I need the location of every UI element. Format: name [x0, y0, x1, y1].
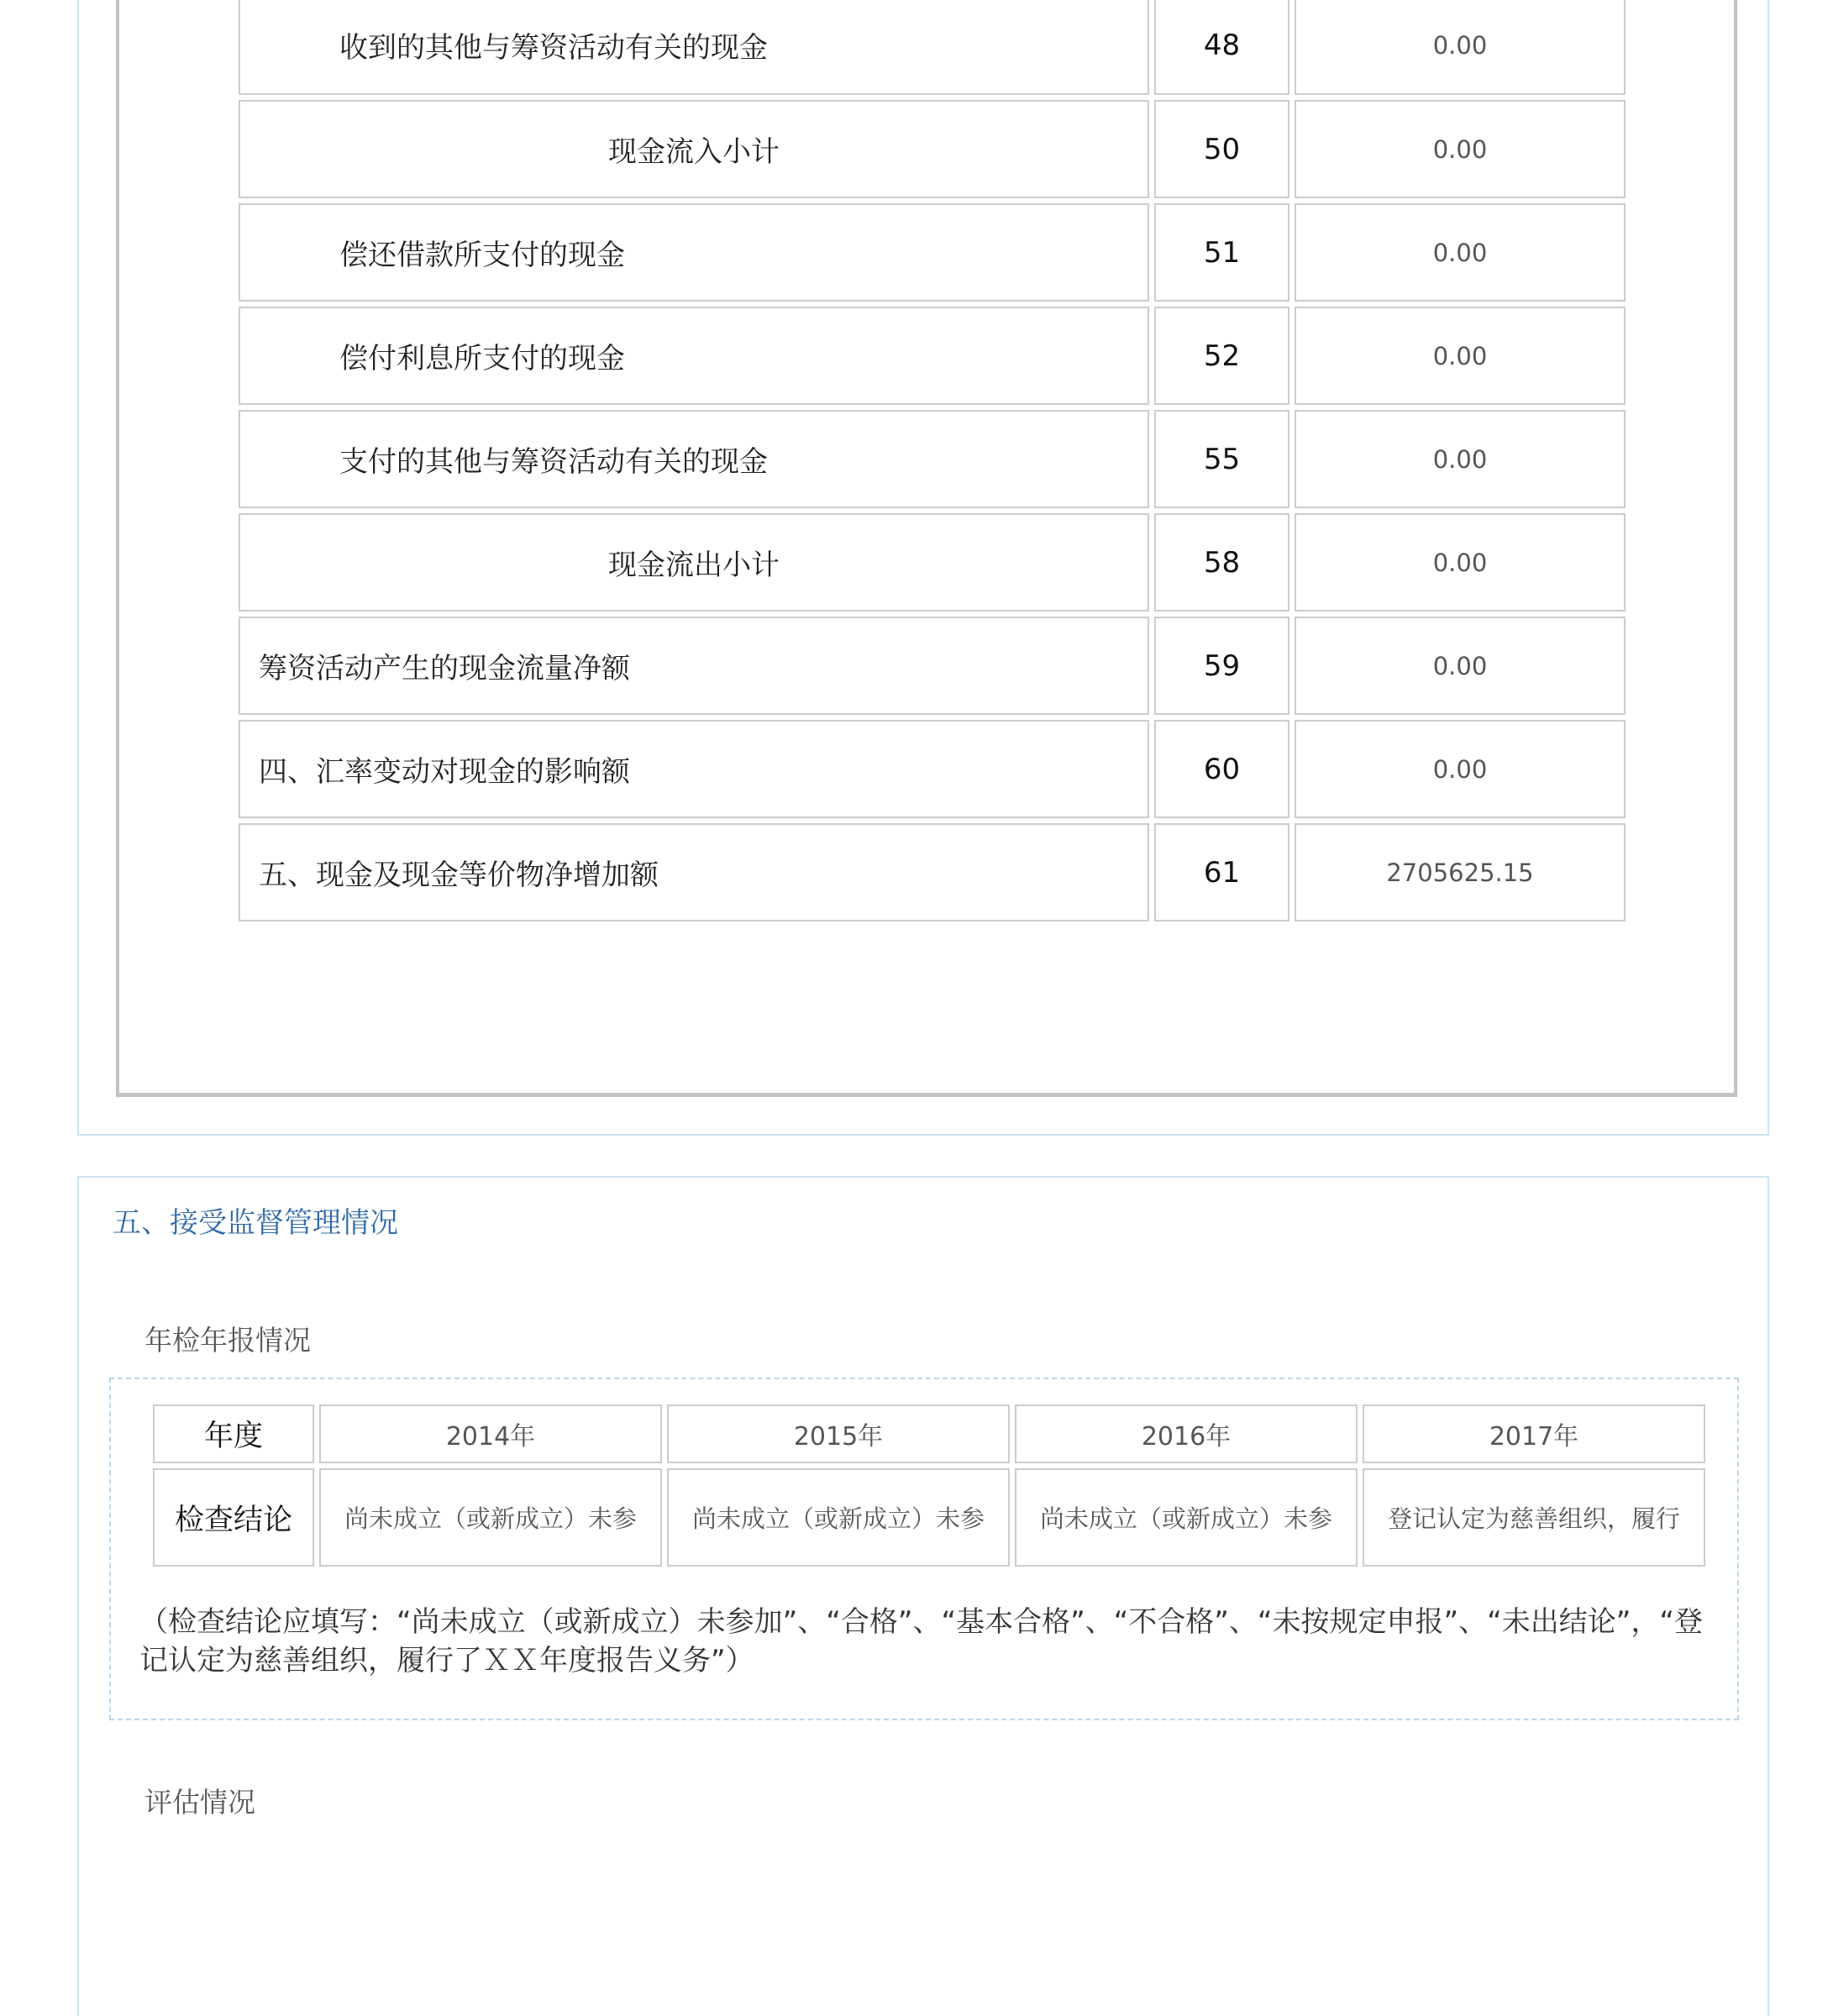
- table-row: [239, 720, 1626, 818]
- amount-cell: 0.00: [1295, 410, 1626, 508]
- year-cell: 2016年: [1015, 1404, 1358, 1463]
- inspection-note: （检查结论应填写：“尚未成立（或新成立）未参加”、“合格”、“基本合格”、“不合格”、“未按规定申报”、“未出结论”，“登记认定为慈善组织，履行了ＸＸ年度报告义务”）: [139, 1605, 1703, 1677]
- annual-inspection-box: [109, 1378, 1739, 1720]
- line-number-cell: 59: [1154, 617, 1289, 715]
- table-row: [239, 100, 1626, 198]
- item-cell: 偿付利息所支付的现金: [239, 307, 1149, 405]
- table-row: [239, 0, 1626, 95]
- amount-cell: 0.00: [1295, 0, 1626, 95]
- result-cell: 尚未成立（或新成立）未参: [667, 1468, 1010, 1567]
- item-cell: 筹资活动产生的现金流量净额: [239, 617, 1149, 715]
- table-row: [153, 1468, 1705, 1567]
- supervision-panel: [77, 1176, 1769, 2016]
- line-number-cell: 55: [1154, 410, 1289, 508]
- result-cell: 尚未成立（或新成立）未参: [319, 1468, 662, 1567]
- line-number-cell: 51: [1154, 203, 1289, 302]
- section-title: 五、接受监督管理情况: [113, 1206, 398, 1240]
- cash-flow-panel: [77, 0, 1769, 1136]
- line-number-cell: 60: [1154, 720, 1289, 818]
- table-row: [239, 617, 1626, 715]
- line-number-cell: 61: [1154, 823, 1289, 921]
- table-row: [239, 307, 1626, 405]
- item-cell: 四、汇率变动对现金的影响额: [239, 720, 1149, 818]
- year-cell: 2014年: [319, 1404, 662, 1463]
- amount-cell: 0.00: [1295, 617, 1626, 715]
- table-row: [239, 823, 1626, 921]
- result-cell: 登记认定为慈善组织，履行: [1363, 1468, 1705, 1567]
- table-row: [153, 1404, 1705, 1463]
- annual-inspection-table: [148, 1399, 1710, 1572]
- amount-cell: 2705625.15: [1295, 823, 1626, 921]
- amount-cell: 0.00: [1295, 513, 1626, 612]
- item-cell: 收到的其他与筹资活动有关的现金: [239, 0, 1149, 95]
- year-cell: 2015年: [667, 1404, 1010, 1463]
- item-cell: 现金流出小计: [239, 513, 1149, 612]
- amount-cell: 0.00: [1295, 203, 1626, 302]
- line-number-cell: 50: [1154, 100, 1289, 198]
- line-number-cell: 48: [1154, 0, 1289, 95]
- line-number-cell: 58: [1154, 513, 1289, 612]
- item-cell: 五、现金及现金等价物净增加额: [239, 823, 1149, 921]
- result-cell: 尚未成立（或新成立）未参: [1015, 1468, 1358, 1567]
- amount-cell: 0.00: [1295, 307, 1626, 405]
- item-cell: 支付的其他与筹资活动有关的现金: [239, 410, 1149, 508]
- annual-inspection-title: 年检年报情况: [144, 1324, 311, 1357]
- result-header-cell: 检查结论: [153, 1468, 314, 1567]
- amount-cell: 0.00: [1295, 100, 1626, 198]
- table-row: [239, 410, 1626, 508]
- table-row: [239, 203, 1626, 302]
- item-cell: 现金流入小计: [239, 100, 1149, 198]
- table-row: [239, 513, 1626, 612]
- line-number-cell: 52: [1154, 307, 1289, 405]
- item-cell: 偿还借款所支付的现金: [239, 203, 1149, 302]
- amount-cell: 0.00: [1295, 720, 1626, 818]
- year-header-cell: 年度: [153, 1404, 314, 1463]
- evaluation-title: 评估情况: [144, 1786, 255, 1819]
- year-cell: 2017年: [1363, 1404, 1705, 1463]
- cash-flow-table: [234, 0, 1631, 927]
